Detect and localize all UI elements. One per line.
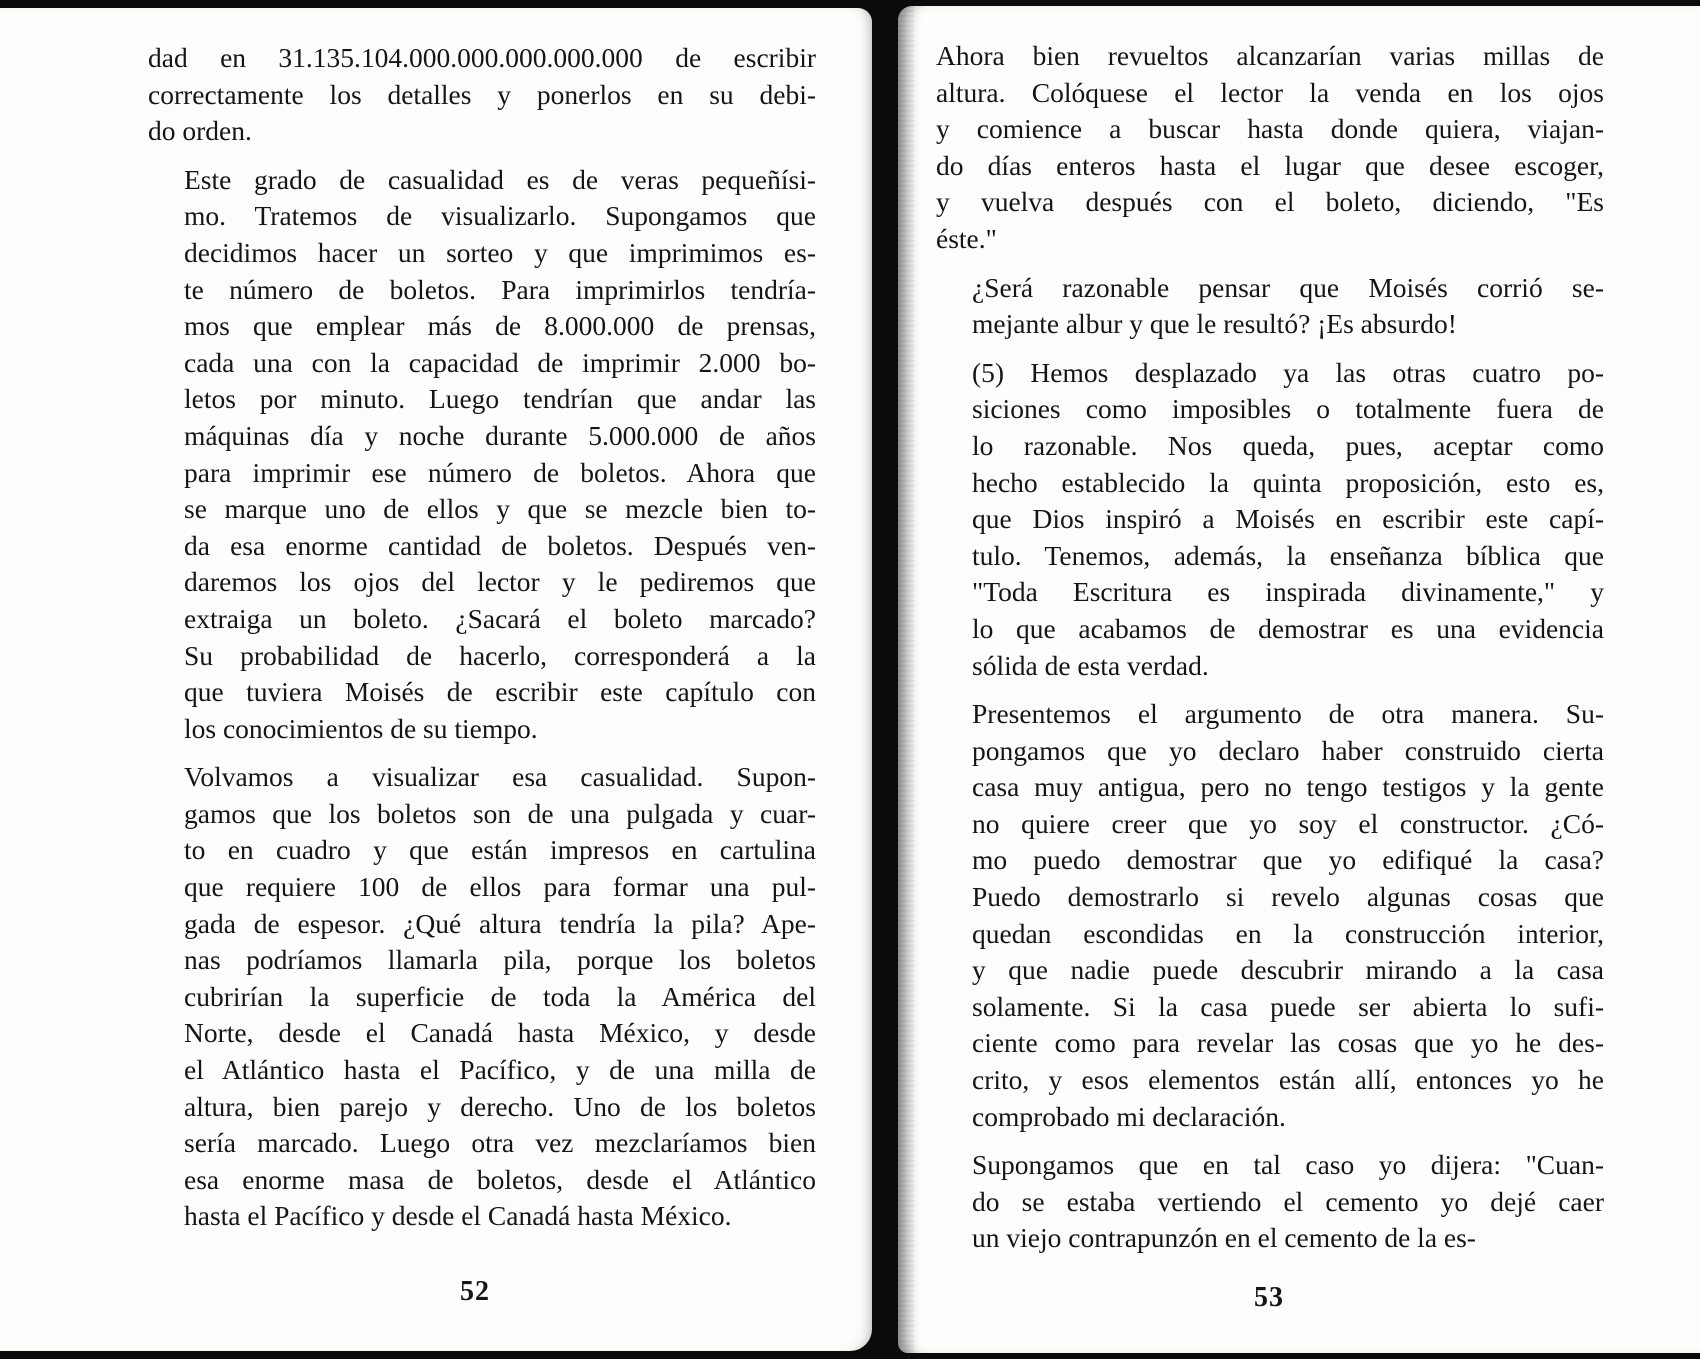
text-line: Ahora bien revueltos alcanzarían varias millas de: [936, 40, 1604, 71]
text-line: hasta el Pacífico y desde el Canadá hasta México.: [184, 1200, 732, 1232]
right-page-text: [936, 38, 1604, 1269]
text-line: que Dios inspiró a Moisés en escribir este capí-: [972, 503, 1604, 535]
text-line: crito, y esos elementos están allí, entonces yo he: [972, 1064, 1604, 1096]
text-line: mo puedo demostrar que yo edifiqué la casa?: [972, 844, 1604, 876]
text-line: Norte, desde el Canadá hasta México, y desde: [184, 1017, 816, 1049]
text-line: lo que acabamos de demostrar es una evidencia: [972, 612, 1604, 644]
paragraph: [936, 270, 1604, 343]
text-line: mo. Tratemos de visualizarlo. Supongamos que: [184, 200, 816, 232]
text-line: máquinas día y noche durante 5.000.000 de años: [184, 419, 816, 451]
text-line: extraiga un boleto. ¿Sacará el boleto marcado?: [184, 602, 816, 634]
text-line: gamos que los boletos son de una pulgada y cuar-: [184, 797, 816, 829]
text-line: y que nadie puede descubrir mirando a la casa: [972, 954, 1604, 986]
right-page-number: 53: [1254, 1282, 1284, 1313]
text-line: y vuelva después con el boleto, diciendo, "Es: [936, 186, 1604, 218]
text-line: el Atlántico hasta el Pacífico, y de una milla de: [184, 1054, 816, 1086]
text-line: los conocimientos de su tiempo.: [184, 712, 538, 744]
text-line: to en cuadro y que están impresos en cartulina: [184, 834, 816, 866]
text-line: Volvamos a visualizar esa casualidad. Supon-: [184, 761, 816, 793]
text-line: pongamos que yo declaro haber construido cierta: [972, 734, 1604, 766]
text-line: cada una con la capacidad de imprimir 2.000 bo-: [184, 346, 816, 378]
text-line: gada de espesor. ¿Qué altura tendría la pila? Ape-: [184, 907, 816, 939]
text-line: Presentemos el argumento de otra manera. Su-: [972, 698, 1604, 730]
paragraph: [936, 38, 1604, 258]
text-line: Puedo demostrarlo si revelo algunas cosas que: [972, 881, 1604, 913]
paragraph: [148, 162, 816, 748]
text-line: dad en 31.135.104.000.000.000.000.000 de escribir: [148, 42, 816, 73]
text-line: da esa enorme cantidad de boletos. Después ven-: [184, 529, 816, 561]
text-line: quedan escondidas en la construcción interior,: [972, 917, 1604, 949]
text-line: mos que emplear más de 8.000.000 de prensas,: [184, 310, 816, 342]
text-line: ciente como para revelar las cosas que yo he des-: [972, 1027, 1604, 1059]
paragraph: [936, 1147, 1604, 1257]
text-line: sería marcado. Luego otra vez mezclaríamos bien: [184, 1127, 816, 1159]
text-line: nas podríamos llamarla pila, porque los boletos: [184, 944, 816, 976]
text-line: altura, bien parejo y derecho. Uno de los boletos: [184, 1090, 816, 1122]
text-line: hecho establecido la quinta proposición, esto es,: [972, 466, 1604, 498]
text-line: y comience a buscar hasta donde quiera, viajan-: [936, 113, 1604, 145]
text-line: do orden.: [148, 115, 252, 147]
text-line: no quiere creer que yo soy el constructor. ¿Có-: [972, 807, 1604, 839]
text-line: Su probabilidad de hacerlo, corresponderá a la: [184, 639, 816, 671]
text-line: se marque uno de ellos y que se mezcle bien to-: [184, 493, 816, 525]
left-page-number: 52: [460, 1276, 490, 1307]
left-page: [0, 8, 872, 1351]
text-line: lo razonable. Nos queda, pues, aceptar como: [972, 429, 1604, 461]
paragraph: [148, 40, 816, 150]
paragraph: [936, 355, 1604, 684]
text-line: (5) Hemos desplazado ya las otras cuatro po-: [972, 356, 1604, 388]
text-line: éste.": [936, 222, 997, 254]
text-line: casa muy antigua, pero no tengo testigos y la gente: [972, 771, 1604, 803]
text-line: correctamente los detalles y ponerlos en su debi-: [148, 78, 816, 110]
text-line: siciones como imposibles o totalmente fuera de: [972, 393, 1604, 425]
text-line: un viejo contrapunzón en el cemento de la es-: [972, 1222, 1476, 1254]
text-line: tulo. Tenemos, además, la enseñanza bíblica que: [972, 539, 1604, 571]
text-line: Este grado de casualidad es de veras pequeñísi-: [184, 163, 816, 195]
text-line: do días enteros hasta el lugar que desee escoger,: [936, 149, 1604, 181]
text-line: solamente. Si la casa puede ser abierta lo sufi-: [972, 990, 1604, 1022]
text-line: altura. Colóquese el lector la venda en los ojos: [936, 76, 1604, 108]
text-line: que requiere 100 de ellos para formar una pul-: [184, 871, 816, 903]
left-page-text: [148, 40, 816, 1247]
text-line: sólida de esta verdad.: [972, 649, 1209, 681]
text-line: comprobado mi declaración.: [972, 1100, 1286, 1132]
text-line: para imprimir ese número de boletos. Ahora que: [184, 456, 816, 488]
text-line: ¿Será razonable pensar que Moisés corrió se-: [972, 271, 1604, 303]
paragraph: [936, 696, 1604, 1135]
text-line: decidimos hacer un sorteo y que imprimimos es-: [184, 236, 816, 268]
text-line: Supongamos que en tal caso yo dijera: "Cuan-: [972, 1149, 1604, 1181]
text-line: mejante albur y que le resultó? ¡Es absurdo!: [972, 308, 1457, 340]
text-line: te número de boletos. Para imprimirlos tendría-: [184, 273, 816, 305]
text-line: letos por minuto. Luego tendrían que andar las: [184, 383, 816, 415]
text-line: cubrirían la superficie de toda la América del: [184, 980, 816, 1012]
text-line: esa enorme masa de boletos, desde el Atlántico: [184, 1163, 816, 1195]
text-line: do se estaba vertiendo el cemento yo dejé caer: [972, 1185, 1604, 1217]
text-line: daremos los ojos del lector y le pediremos que: [184, 566, 816, 598]
right-page: [898, 6, 1700, 1353]
text-line: "Toda Escritura es inspirada divinamente," y: [972, 576, 1604, 608]
paragraph: [148, 759, 816, 1235]
text-line: que tuviera Moisés de escribir este capítulo con: [184, 676, 816, 708]
